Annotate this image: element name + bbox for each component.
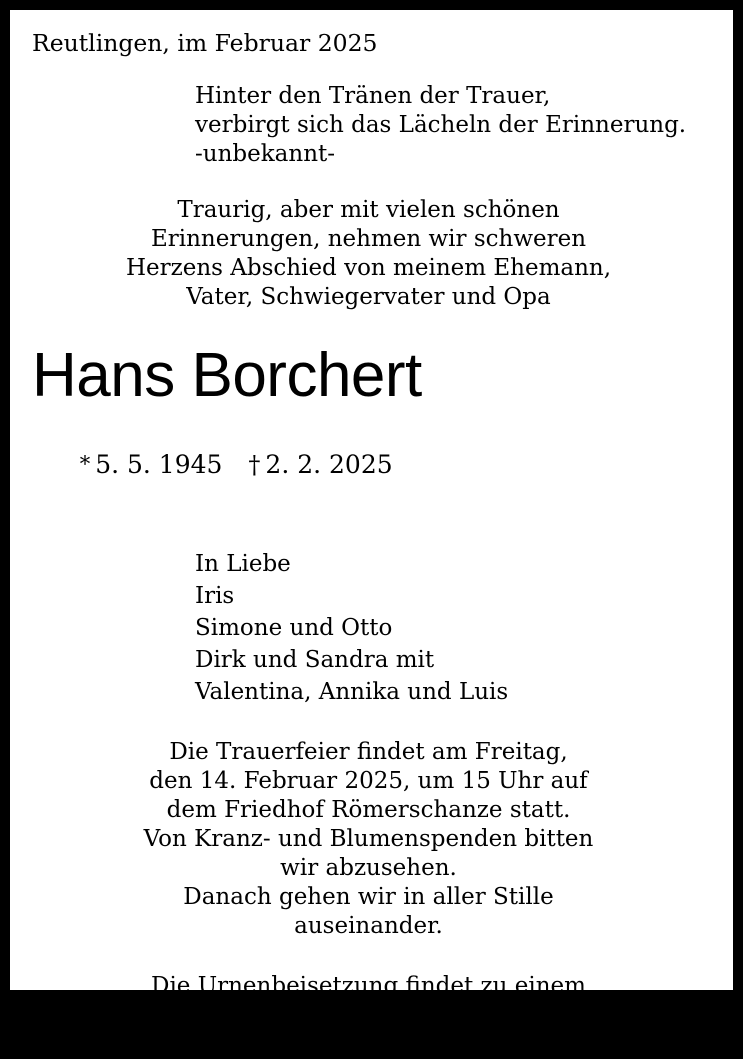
birth-star-icon: * — [79, 452, 91, 476]
family-member: Simone und Otto — [195, 615, 393, 641]
family-member: Valentina, Annika und Luis — [195, 679, 509, 705]
farewell-line: Herzens Abschied von meinem Ehemann, — [125, 255, 612, 281]
family-member: Dirk und Sandra mit — [195, 647, 435, 673]
ceremony-line: Von Kranz- und Blumenspenden bitten — [143, 826, 594, 852]
burial-line: späteren Zeitpunkt im engsten — [188, 1002, 549, 1028]
funeral-details — [31, 738, 706, 941]
farewell-message — [31, 196, 706, 312]
family-member: Iris — [195, 583, 235, 609]
life-dates — [32, 419, 712, 510]
ceremony-line: den 14. Februar 2025, um 15 Uhr auf — [149, 768, 588, 794]
ceremony-line: wir abzusehen. — [280, 855, 457, 881]
farewell-line: Erinnerungen, nehmen wir schweren — [150, 226, 587, 252]
place-and-date: Reutlingen, im Februar 2025 — [32, 29, 378, 57]
ceremony-line: auseinander. — [294, 913, 443, 939]
death-date: 2. 2. 2025 — [265, 450, 393, 479]
farewell-line: Vater, Schwiegervater und Opa — [186, 284, 551, 310]
ceremony-line: dem Friedhof Römerschanze statt. — [166, 797, 571, 823]
burial-line: Die Urnenbeisetzung findet zu einem — [151, 973, 586, 999]
obituary-content — [10, 10, 733, 1057]
family-intro: In Liebe — [195, 551, 291, 577]
surviving-family — [195, 548, 712, 708]
quote-line: Hinter den Tränen der Trauer, — [195, 83, 551, 109]
quote-line: verbirgt sich das Lächeln der Erinnerung. — [195, 112, 687, 138]
quote-attribution: -unbekannt- — [195, 141, 336, 167]
farewell-line: Traurig, aber mit vielen schönen — [177, 197, 560, 223]
death-cross-icon: † — [248, 451, 261, 479]
memorial-quote — [195, 82, 712, 169]
birth-date: 5. 5. 1945 — [95, 450, 223, 479]
deceased-name: Hans Borchert — [32, 341, 422, 410]
ceremony-line: Die Trauerfeier findet am Freitag, — [169, 739, 568, 765]
burial-line: Familienkreis statt. — [255, 1031, 482, 1057]
burial-details — [31, 972, 706, 1059]
ceremony-line: Danach gehen wir in aller Stille — [183, 884, 554, 910]
